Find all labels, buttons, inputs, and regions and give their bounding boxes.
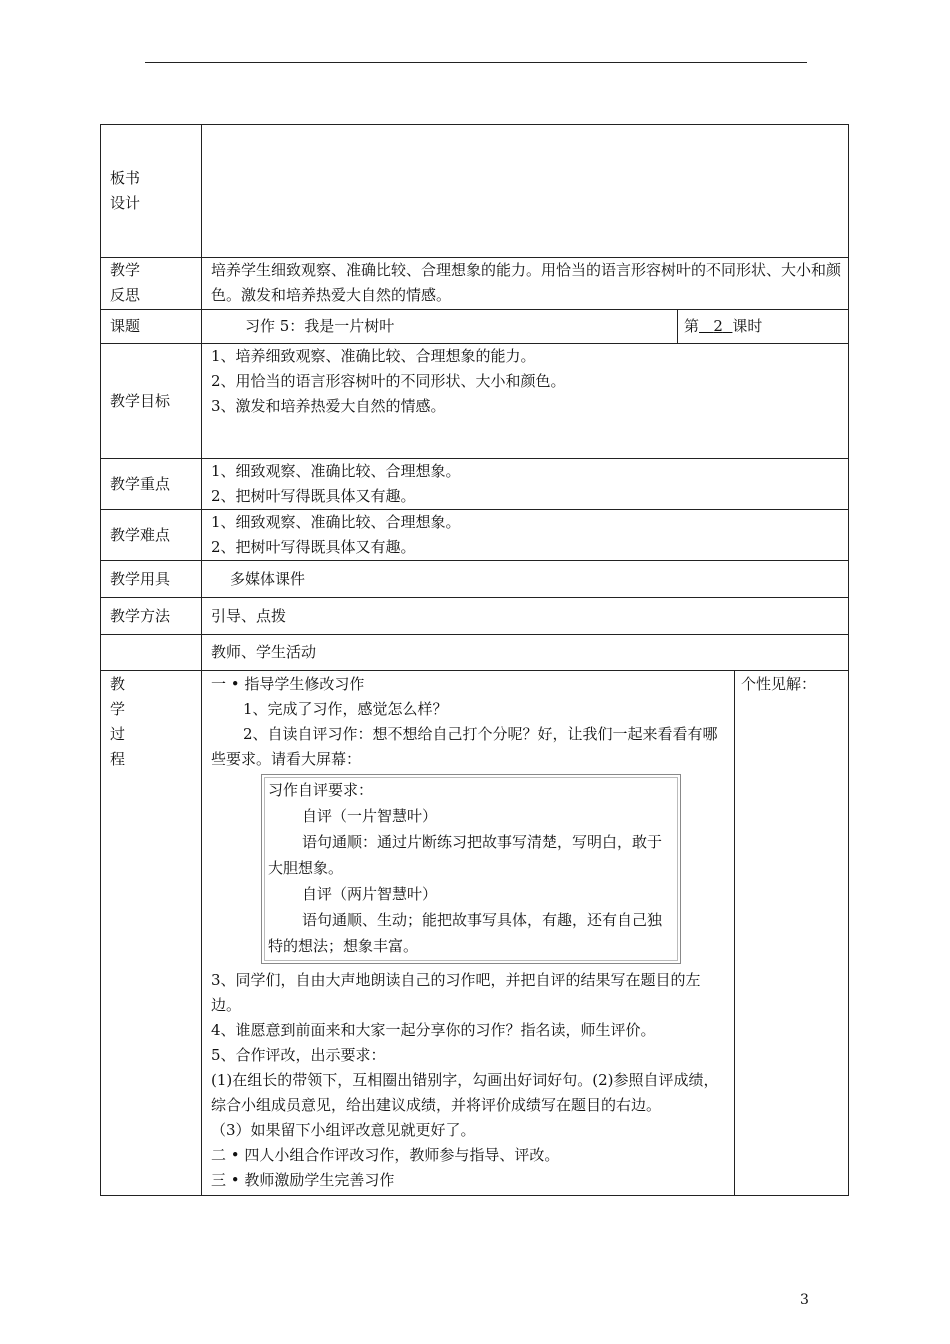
header-rule: [145, 62, 807, 63]
personal-insights-column: [735, 671, 849, 1196]
box-line: 自评（两片智慧叶）: [302, 885, 438, 903]
board-design-label: 板书 设计: [101, 125, 202, 258]
activities-header: 教师、学生活动: [202, 635, 849, 671]
process-label: 教 学 过 程: [101, 671, 202, 1196]
process-step: 2、自读自评习作：想不想给自己打个分呢？好，让我们一起来看看有哪些要求。请看大屏幕：: [211, 725, 718, 768]
objective-item: 3、激发和培养热爱大自然的情感。: [211, 397, 446, 415]
box-title: 习作自评要求：: [268, 781, 374, 799]
key-points-row: [101, 459, 849, 510]
lesson-plan-table: [100, 124, 849, 1196]
lesson-count: 第 2 课时: [678, 310, 849, 344]
process-step: (1)在组长的带领下，互相圈出错别字，勾画出好词好句。(2)参照自评成绩，综合小组成员意见，给出建议成绩，并将评价成绩写在题目的右边。: [211, 1071, 719, 1114]
section-heading-2: 二 • 四人小组合作评改习作，教师参与指导、评改。: [211, 1146, 560, 1164]
key-points-label: 教学重点: [101, 459, 202, 510]
tools-row: [101, 561, 849, 598]
tools-value: 多媒体课件: [202, 561, 849, 598]
difficulties-row: [101, 510, 849, 561]
section-heading-3: 三 • 教师激励学生完善习作: [211, 1171, 395, 1189]
topic-label: 课题: [101, 310, 202, 344]
key-points-list: 1、细致观察、准确比较、合理想象。 2、把树叶写得既具体又有趣。: [202, 459, 849, 510]
box-line: 自评（一片智慧叶）: [302, 807, 438, 825]
process-row: [101, 671, 849, 1196]
methods-label: 教学方法: [101, 598, 202, 635]
difficulties-list: 1、细致观察、准确比较、合理想象。 2、把树叶写得既具体又有趣。: [202, 510, 849, 561]
process-content: [202, 671, 735, 1196]
board-design-content: [202, 125, 849, 258]
activities-header-empty: [101, 635, 202, 671]
section-heading-1: 一 • 指导学生修改习作: [211, 675, 365, 693]
methods-row: [101, 598, 849, 635]
reflection-text: 培养学生细致观察、准确比较、合理想象的能力。用恰当的语言形容树叶的不同形状、大小和颜色。激发和培养热爱大自然的情感。: [202, 258, 849, 310]
process-step: （3）如果留下小组评改意见就更好了。: [211, 1121, 476, 1139]
objectives-list: [202, 344, 849, 459]
objective-item: 2、用恰当的语言形容树叶的不同形状、大小和颜色。: [211, 372, 566, 390]
process-step: 5、合作评改，出示要求：: [211, 1046, 386, 1064]
methods-value: 引导、点拨: [202, 598, 849, 635]
objectives-label: 教学目标: [101, 344, 202, 459]
difficulties-label: 教学难点: [101, 510, 202, 561]
objectives-row: [101, 344, 849, 459]
self-evaluation-box: [261, 774, 681, 964]
objective-item: 1、培养细致观察、准确比较、合理想象的能力。: [211, 347, 536, 365]
page-number: 3: [800, 1292, 809, 1308]
box-line: 语句通顺、生动；能把故事写具体，有趣，还有自己独特的想法；想象丰富。: [268, 911, 663, 955]
topic-title: 习作 5：我是一片树叶: [202, 310, 678, 344]
process-step: 3、同学们，自由大声地朗读自己的习作吧，并把自评的结果写在题目的左边。: [211, 971, 701, 1014]
topic-row: [101, 310, 849, 344]
activities-header-row: [101, 635, 849, 671]
process-step: 4、谁愿意到前面来和大家一起分享你的习作？指名读，师生评价。: [211, 1021, 656, 1039]
box-line: 语句通顺：通过片断练习把故事写清楚，写明白，敢于大胆想象。: [268, 833, 663, 877]
process-step: 1、完成了习作，感觉怎么样？: [243, 700, 448, 718]
lesson-number: 2: [713, 317, 723, 335]
reflection-label: 教学 反思: [101, 258, 202, 310]
personal-insights-header: 个性见解：: [741, 675, 817, 693]
tools-label: 教学用具: [101, 561, 202, 598]
board-design-row: [101, 125, 849, 258]
reflection-row: [101, 258, 849, 310]
